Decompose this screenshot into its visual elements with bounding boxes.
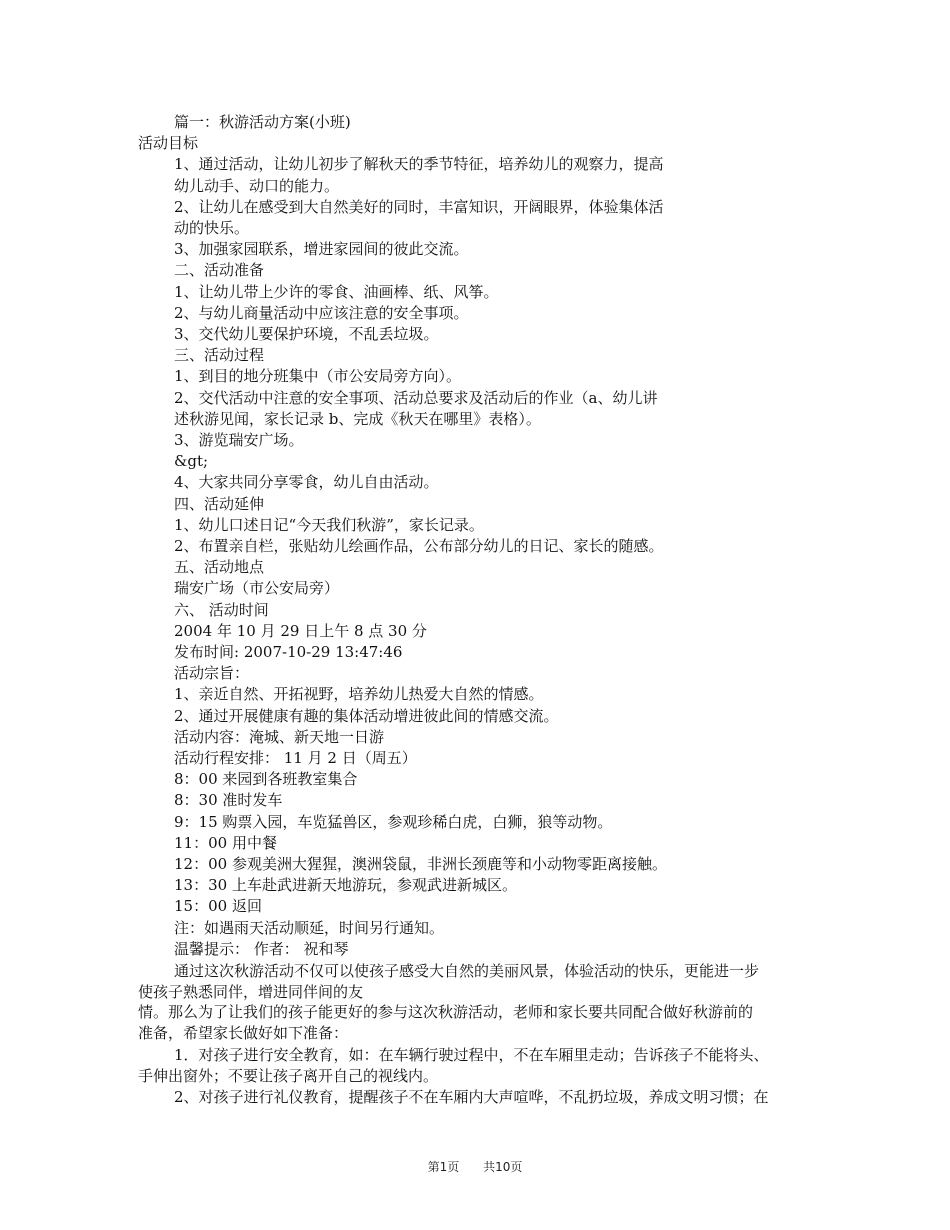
text-line: 15：00 返回 [174,897,262,915]
text-line: 篇一：秋游活动方案(小班) [174,113,351,131]
text-line: 1、到目的地分班集中（市公安局旁方向）。 [174,367,462,385]
text-line: 二、活动准备 [174,261,265,279]
text-line: 2、通过开展健康有趣的集体活动增进彼此间的情感交流。 [174,707,559,725]
text-line: 12：00 参观美洲大猩猩，澳洲袋鼠，非洲长颈鹿等和小动物零距离接触。 [174,855,667,873]
text-line: 使孩子熟悉同伴，增进同伴间的友 [138,983,364,1001]
text-line: 3、交代幼儿要保护环境，不乱丢垃圾。 [174,325,439,343]
text-line: 手伸出窗外；不要让孩子离开自己的视线内。 [138,1067,439,1085]
text-line: 2、与幼儿商量活动中应该注意的安全事项。 [174,304,469,322]
text-line: 述秋游见闻，家长记录 b、完成《秋天在哪里》表格）。 [174,410,541,428]
text-line: 幼儿动手、动口的能力。 [174,177,340,195]
text-line: 发布时间: 2007-10-29 13:47:46 [174,643,403,661]
text-line: 11：00 用中餐 [174,834,277,852]
text-line: 8：30 准时发车 [174,791,283,809]
text-line: 活动内容：淹城、新天地一日游 [174,728,385,746]
text-line: 9：15 购票入园，车览猛兽区，参观珍稀白虎，白狮，狼等动物。 [174,813,613,831]
text-line: 3、加强家园联系，增进家园间的彼此交流。 [174,240,469,258]
text-line: 活动目标 [138,134,199,152]
page-number: 第1页 [427,1160,460,1174]
text-line: 1、通过活动，让幼儿初步了解秋天的季节特征，培养幼儿的观察力，提高 [174,155,664,173]
page-footer [0,1158,950,1175]
text-line: 瑞安广场（市公安局旁） [174,579,340,597]
text-line: 三、活动过程 [174,346,265,364]
text-line: 2、对孩子进行礼仪教育，提醒孩子不在车厢内大声喧哗，不乱扔垃圾，养成文明习惯；在 [174,1088,769,1106]
text-line: 温馨提示： 作者： 祝和琴 [174,940,349,958]
text-line: 2、布置亲自栏，张贴幼儿绘画作品，公布部分幼儿的日记、家长的随感。 [174,537,664,555]
text-line: 活动行程安排： 11 月 2 日（周五） [174,749,417,767]
page-total: 共10页 [483,1160,523,1174]
text-line: 通过这次秋游活动不仅可以使孩子感受大自然的美丽风景，体验活动的快乐，更能进一步 [174,962,760,980]
text-line: 四、活动延伸 [174,495,265,513]
text-line: 2004 年 10 月 29 日上午 8 点 30 分 [174,622,427,640]
text-line: 动的快乐。 [174,219,250,237]
text-line: 五、活动地点 [174,558,265,576]
text-line: 活动宗旨： [174,664,250,682]
text-line: 4、大家共同分享零食，幼儿自由活动。 [174,473,439,491]
text-line: 1．对孩子进行安全教育，如：在车辆行驶过程中，不在车厢里走动；告诉孩子不能将头、 [174,1046,769,1064]
text-line: 注：如遇雨天活动顺延，时间另行通知。 [174,919,445,937]
text-line: 3、游览瑞安广场。 [174,431,304,449]
text-line: 情。那么为了让我们的孩子能更好的参与这次秋游活动，老师和家长要共同配合做好秋游前的 [138,1003,754,1021]
text-line: 2、交代活动中注意的安全事项、活动总要求及活动后的作业（a、幼儿讲 [174,389,658,407]
text-line: 1、亲近自然、开拓视野，培养幼儿热爱大自然的情感。 [174,685,544,703]
text-line: &gt; [174,452,209,470]
text-line: 六、 活动时间 [174,601,269,619]
text-line: 准备，希望家长做好如下准备： [138,1024,349,1042]
text-line: 2、让幼儿在感受到大自然美好的同时，丰富知识，开阔眼界，体验集体活 [174,198,664,216]
text-line: 1、让幼儿带上少许的零食、油画棒、纸、风筝。 [174,283,499,301]
text-line: 8：00 来园到各班教室集合 [174,770,358,788]
text-line: 13：30 上车赴武进新天地游玩，参观武进新城区。 [174,876,517,894]
text-line: 1、幼儿口述日记“今天我们秋游”，家长记录。 [174,516,484,534]
